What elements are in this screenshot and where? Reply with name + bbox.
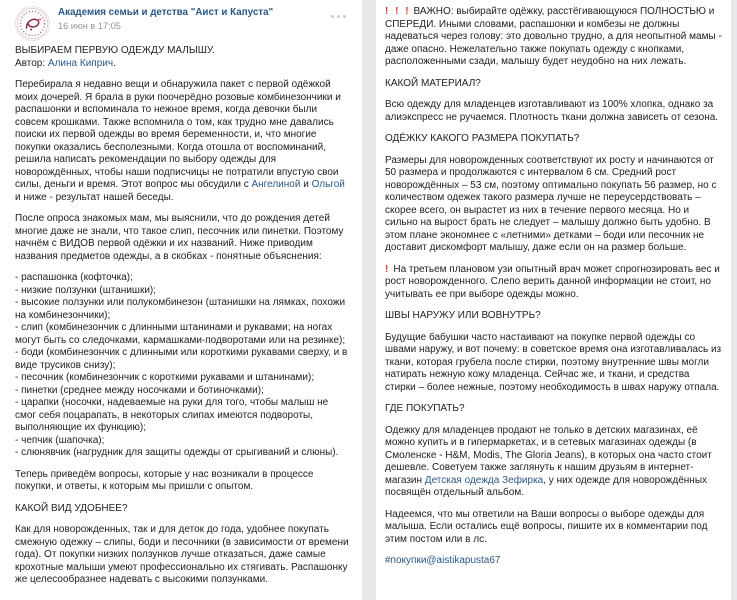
angelina-link[interactable]: Ангелиной xyxy=(251,179,301,190)
paragraph-text: и xyxy=(300,179,312,190)
section-heading-where-to-buy: ГДЕ ПОКУПАТЬ? xyxy=(385,403,465,414)
paragraph-uzi-note xyxy=(385,264,722,302)
list-item: - низкие ползунки (штанишки); xyxy=(15,284,157,296)
paragraph-important xyxy=(385,6,722,69)
paragraph-survey: После опроса знакомых мам, мы выяснили, что до рождения детей многие даже не знали, что такое слип, песочник или пинетки. Поэтому начнём с ВИДОВ первой одёжки и их названий. Ниже приводим названия предметов одежды, а в скобках - понятные объяснения: xyxy=(15,213,344,262)
paragraph-material: Всю одежду для младенцев изготавливают из 100% хлопка, однако за алиэкспресс не ручаемся. Плотность ткани должна зависеть от сезона. xyxy=(385,99,719,123)
red-exclamation-icon: ! ! ! xyxy=(385,6,411,17)
post-card-left xyxy=(0,0,362,600)
paragraph-text: и ниже - результат нашей беседы. xyxy=(15,191,174,203)
list-item: - песочник (комбинезончик с короткими рукавами и штанинами); xyxy=(15,372,315,383)
paragraph-where-to-buy xyxy=(385,425,722,500)
hashtag-link[interactable]: #покупки@aistikapusta67 xyxy=(385,555,501,566)
paragraph-text: На третьем плановом узи опытный врач может спрогнозировать вес и рост новорожденного. Слепо верить данной информации не стоит, но учитывать ее при выборе одежды можно. xyxy=(385,263,720,300)
clothing-types-list xyxy=(15,272,349,460)
post-title: ВЫБИРАЕМ ПЕРВУЮ ОДЕЖДУ МАЛЫШУ. xyxy=(15,45,215,56)
post-date-link[interactable]: 16 июн в 17:05 xyxy=(58,21,121,31)
group-avatar[interactable] xyxy=(15,6,50,41)
red-exclamation-icon: ! xyxy=(385,263,391,275)
list-item: - пинетки (среднее между носочками и ботиночками); xyxy=(15,384,264,396)
post-menu-button[interactable] xyxy=(328,12,349,21)
paragraph-which-type: Как для новорожденных, так и для деток до года, удобнее покупать смежную одежку – слипы, боди и песочники (в зависимости от времени года). От покупки низких ползунков лучше отказаться, даже самые крохотные малыши умеют профессионально их стягивать. Распашонку же целесообразнее надевать с высокими ползунками. xyxy=(15,524,349,585)
list-item: - слип (комбинезончик с длинными штанинами и рукавами; на ногах могут быть со следочками, кармашками-подворотами или на резинке); xyxy=(15,322,346,346)
paragraph-seams: Будущие бабушки часто настаивают на покупке первой одежды со швами наружу, и вот почему: в советское время она изготавливалась из ткани, которая грубела после стирки, поэтому внутренние швы могли натирать нежную кожу младенца. Сейчас же, и ткани, и средства стирки – более нежные, поэтому необходимость в швах наружу отпала. xyxy=(385,331,722,393)
list-item: - высокие ползунки или полукомбинезон (штанишки на лямках, похожи на комбинезончики); xyxy=(15,297,346,321)
post-text-left xyxy=(15,45,349,587)
hashtag-line xyxy=(385,555,722,568)
post-text-right xyxy=(385,6,722,568)
menu-dot xyxy=(331,15,334,18)
menu-dot xyxy=(343,15,346,18)
post-header xyxy=(15,5,349,45)
zefirka-shop-link[interactable]: Детская одежда Зефирка xyxy=(424,474,544,486)
post-card-right xyxy=(376,0,731,600)
paragraph-text: ВАЖНО: выбирайте одёжку, расстёгивающуюся ПОЛНОСТЬЮ и СПЕРЕДИ. Иными словами, распашонки и комбезы не должны надеваться через голову: это довольно трудно, а для неопытной мамы - даже опасно. Нежелательно также покупать одежду с кнопками, расположенными сзади, малышу будет неудобно на них лежать. xyxy=(385,6,722,67)
paragraph-questions-intro: Теперь приведём вопросы, которые у нас возникали в процессе покупки, и ответы, к которым мы пришли с опытом. xyxy=(15,468,314,492)
list-item: - чепчик (шапочка); xyxy=(15,434,105,446)
section-heading-material: КАКОЙ МАТЕРИАЛ? xyxy=(385,77,481,89)
author-period: . xyxy=(113,57,116,69)
author-link[interactable]: Алина Киприч xyxy=(47,57,114,69)
paragraph-text: Перебирала я недавно вещи и обнаружила пакет с первой одёжкой моих дочерей. Я брала в руки поочерёдно розовые комбинезончики и распашонки и вспоминала то нежное время, когда девочки были совсем крошками. Также вспомнила о том, как трудно мне давались поиски их первой одежды во время беременности, и, что многие покупки оказались бесполезными. Когда отошла от воспоминаний, решила написать рекомендации по выбору одежды для новорождённых, чтобы наши подписчицы не потратили впустую свои силы, деньги и время. Этот вопрос мы обсудили с xyxy=(15,79,341,190)
author-line xyxy=(15,58,349,71)
section-heading-which-type: КАКОЙ ВИД УДОБНЕЕ? xyxy=(15,502,128,514)
group-name-link[interactable]: Академия семьи и детства "Аист и Капуста" xyxy=(58,7,274,18)
stork-logo-icon xyxy=(16,7,49,40)
list-item: - слюнявчик (нагрудник для защиты одежды от срыгиваний и слюны). xyxy=(15,447,339,458)
paragraph-memories xyxy=(15,79,349,204)
paragraph-size: Размеры для новорожденных соответствуют их росту и начинаются от 50 размера и продолжаются с интервалом 6 см. Средний рост новорождённых – 53 см, поэтому оптимально покупать 56 размер, но с количеством одежек такого размера лучше не переусердствовать – скорее всего, он вырастет из них в течение первого месяца. Но и сильно на вырост брать не следует – малышу должно быть удобно. В этом плане экономнее с «летними» детками – боди или песочник не доставит дискомфорт малышу, даже если он на размер больше. xyxy=(385,154,717,253)
menu-dot xyxy=(337,15,340,18)
list-item: - царапки (носочки, надеваемые на руки для того, чтобы малыш не смог себя поцарапать, в некоторых слипах имеются подвороты, выполняющие их функцию); xyxy=(15,397,329,433)
paragraph-closing: Надеемся, что мы ответили на Ваши вопросы о выборе одежды для малыша. Если остались ещё вопросы, пишите их в комментарии под этим постом или в лс. xyxy=(385,508,708,545)
section-heading-seams: ШВЫ НАРУЖУ ИЛИ ВОВНУТРЬ? xyxy=(385,310,541,321)
section-heading-size: ОДЁЖКУ КАКОГО РАЗМЕРА ПОКУПАТЬ? xyxy=(385,133,580,144)
author-label: Автор: xyxy=(15,57,48,69)
paragraph-text: , у них одежде для новорождённых посвящён отдельный альбом. xyxy=(385,474,707,498)
olga-link[interactable]: Ольгой xyxy=(311,179,345,190)
paragraph-text: Одежку для младенцев продают не только в детских магазинах, её можно купить и в гипермаркетах, и в сетевых магазинах одежды (в Смоленске - H&M, Modis, The Gloria Jeans), в которых она часто стоит дешевле. Советуем также заглянуть к нашим друзьям в интернет-магазин xyxy=(385,424,712,486)
post-header-text xyxy=(58,7,273,32)
list-item: - распашонка (кофточка); xyxy=(15,272,133,283)
list-item: - боди (комбинезончик с длинными или короткими рукавами сверху, и в виде трусиков снизу); xyxy=(15,347,348,371)
